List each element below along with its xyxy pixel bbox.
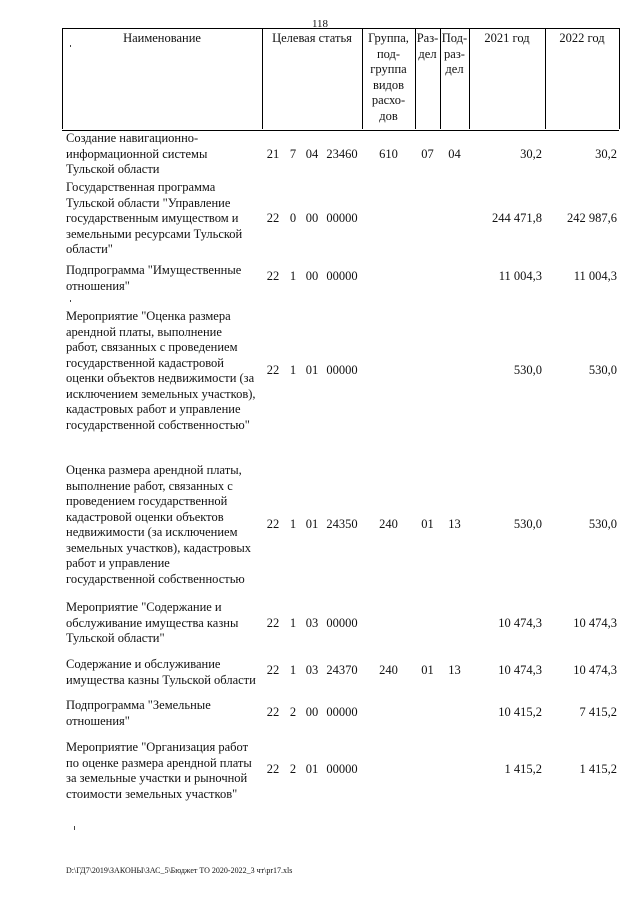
code-direction: 00000: [326, 615, 358, 630]
code-direction: 00000: [326, 762, 358, 776]
amount-2022: 10 474,3: [573, 663, 617, 677]
row-name: Государственная программа Тульской области "Управление государственным имуществом и земельными ресурсами Тульской области": [66, 180, 243, 256]
header-podrazdel: Под- раз- дел: [441, 31, 468, 76]
razdel: 01: [421, 663, 434, 677]
row-name: Мероприятие "Оценка размера арендной платы, выполнение работ, связанных с проведением государственной кадастровой оценки объектов недвижимости (за исключением земельных участков), кадастровых работ и управление государственной собственностью": [66, 309, 256, 432]
code-event: 00: [305, 705, 319, 719]
scan-speck: [74, 826, 75, 830]
code-program: 22: [266, 615, 280, 630]
code-program: 21: [266, 146, 280, 161]
code-direction: 24370: [326, 663, 358, 677]
code-program: 22: [266, 269, 280, 283]
razdel: 01: [421, 517, 434, 531]
row-name: Оценка размера арендной платы, выполнение работ, связанных с проведением государственной кадастровой оценки объектов недвижимости (за исключением земельных участков), кадастровых работ и управление государственной собственностью: [66, 463, 251, 586]
header-name: Наименование: [123, 31, 201, 45]
code-subprogram: 2: [289, 705, 297, 719]
file-path-footer: D:\ГД7\2019\ЗАКОНЫ\ЗАС_5\Бюджет ТО 2020-2022_3 чт\pr17.xls: [66, 866, 293, 875]
code-subprogram: 1: [289, 363, 297, 377]
amount-2021: 244 471,8: [492, 211, 542, 225]
scan-speck: [70, 300, 71, 302]
code-event: 01: [305, 363, 319, 377]
code-direction: 23460: [326, 146, 358, 161]
code-direction: 00000: [326, 363, 358, 377]
podrazdel: 13: [448, 663, 461, 677]
amount-2022: 1 415,2: [579, 762, 617, 776]
amount-2021: 10 474,3: [498, 615, 542, 630]
row-name: Подпрограмма "Земельные отношения": [66, 698, 211, 728]
header-razdel: Раз- дел: [416, 31, 439, 61]
code-event: 04: [305, 146, 319, 161]
amount-2021: 1 415,2: [504, 762, 542, 776]
amount-2022: 11 004,3: [573, 269, 617, 283]
code-event: 01: [305, 517, 319, 531]
amount-2021: 530,0: [513, 363, 542, 377]
page-number: 118: [311, 18, 329, 30]
amount-2022: 530,0: [588, 517, 617, 531]
header-target: Целевая статья: [272, 31, 352, 45]
row-name: Подпрограмма "Имущественные отношения": [66, 263, 242, 293]
code-subprogram: 1: [289, 615, 297, 630]
code-subprogram: 0: [289, 211, 297, 225]
code-direction: 24350: [326, 517, 358, 531]
amount-2022: 530,0: [588, 363, 617, 377]
code-direction: 00000: [326, 705, 358, 719]
amount-2021: 530,0: [513, 517, 542, 531]
amount-2022: 10 474,3: [573, 615, 617, 630]
podrazdel: 04: [448, 146, 461, 161]
expense-group: 610: [379, 146, 398, 161]
code-direction: 00000: [326, 211, 358, 225]
razdel: 07: [421, 146, 434, 161]
amount-2022: 242 987,6: [567, 211, 617, 225]
header-group: Группа, под- группа видов расхо- дов: [368, 31, 409, 123]
amount-2021: 10 415,2: [498, 705, 542, 719]
code-program: 22: [266, 517, 280, 531]
code-program: 22: [266, 211, 280, 225]
row-name: Мероприятие "Организация работ по оценке размера арендной платы за земельные участки и рыночной стоимости земельных участков": [66, 740, 252, 801]
podrazdel: 13: [448, 517, 461, 531]
code-event: 00: [305, 211, 319, 225]
code-event: 01: [305, 762, 319, 776]
row-name: Мероприятие "Содержание и обслуживание имущества казны Тульской области": [66, 600, 239, 645]
expense-group: 240: [379, 663, 398, 677]
header-2021: 2021 год: [484, 31, 530, 45]
code-subprogram: 1: [289, 269, 297, 283]
amount-2021: 11 004,3: [498, 269, 542, 283]
code-event: 03: [305, 615, 319, 630]
code-program: 22: [266, 363, 280, 377]
code-subprogram: 1: [289, 663, 297, 677]
header-2022: 2022 год: [559, 31, 605, 45]
amount-2021: 10 474,3: [498, 663, 542, 677]
amount-2021: 30,2: [520, 146, 542, 161]
header-border: [619, 28, 620, 129]
code-subprogram: 7: [289, 146, 297, 161]
code-program: 22: [266, 663, 280, 677]
code-program: 22: [266, 705, 280, 719]
code-program: 22: [266, 762, 280, 776]
code-event: 03: [305, 663, 319, 677]
code-subprogram: 2: [289, 762, 297, 776]
code-event: 00: [305, 269, 319, 283]
code-direction: 00000: [326, 269, 358, 283]
scan-speck: [70, 45, 71, 47]
code-subprogram: 1: [289, 517, 297, 531]
expense-group: 240: [379, 517, 398, 531]
row-name: Создание навигационно- информационной системы Тульской области: [66, 131, 208, 176]
row-name: Содержание и обслуживание имущества казны Тульской области: [66, 657, 256, 687]
amount-2022: 7 415,2: [579, 705, 617, 719]
amount-2022: 30,2: [595, 146, 617, 161]
